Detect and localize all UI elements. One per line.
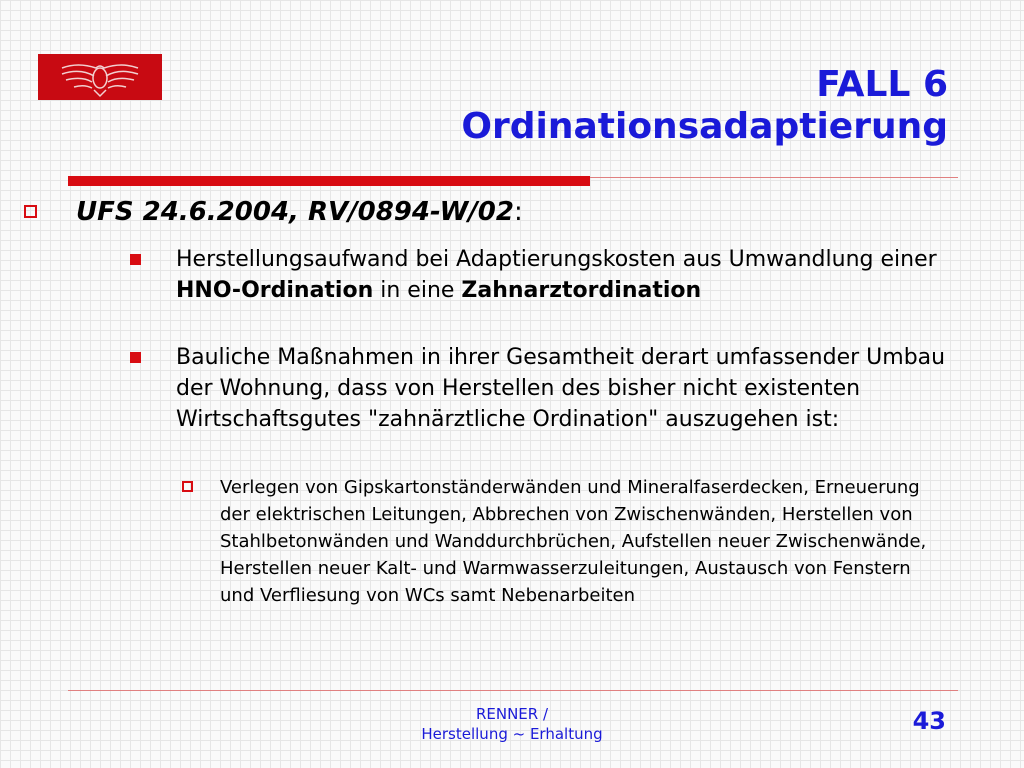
filled-square-bullet-icon bbox=[130, 254, 141, 265]
bullet1-part1: Herstellungsaufwand bei Adaptierungskosten aus Umwandlung einer bbox=[176, 247, 937, 272]
footer-rule bbox=[68, 690, 958, 691]
bullet-level3-item-1 bbox=[220, 474, 940, 609]
slide-title bbox=[461, 64, 948, 148]
hollow-square-bullet-icon bbox=[182, 481, 193, 492]
footer-line-1: RENNER / bbox=[475, 705, 549, 723]
page-number: 43 bbox=[912, 707, 946, 735]
bullet-level1-heading bbox=[76, 196, 936, 228]
title-line-2: Ordinationsadaptierung bbox=[461, 106, 948, 147]
title-line-1: FALL 6 bbox=[816, 64, 948, 105]
bullet-level2-item-1 bbox=[176, 244, 946, 306]
title-red-rule bbox=[68, 176, 590, 186]
sub-bullet-text: Verlegen von Gipskartonständerwänden und Mineralfaserdecken, Erneuerung der elektrischen Leitungen, Abbrechen von Zwischenwänden, Herstellen von Stahlbetonwänden und Wanddurchbrüchen, Aufstellen neuer Zwischenwände, Herstellen neuer Kalt- und Warmwasserzuleitungen, Austausch von Fenstern und Verfliesung von WCs samt Nebenarbeiten bbox=[220, 477, 927, 606]
filled-square-bullet-icon bbox=[130, 352, 141, 363]
heading-colon: : bbox=[513, 197, 523, 227]
footer-caption bbox=[362, 704, 662, 744]
title-thin-rule bbox=[590, 177, 958, 178]
heading-text: UFS 24.6.2004, RV/0894-W/02 bbox=[76, 197, 514, 227]
bullet1-bold-zahnarzt: Zahnarztordination bbox=[461, 278, 702, 303]
bullet1-bold-hno: HNO-Ordination bbox=[176, 278, 374, 303]
bullet-level2-item-2 bbox=[176, 342, 946, 435]
footer-line-2: Herstellung ~ Erhaltung bbox=[421, 725, 603, 743]
bullet2-text: Bauliche Maßnahmen in ihrer Gesamtheit derart umfassender Umbau der Wohnung, dass von Herstellen des bisher nicht existenten Wirtschaftsgutes "zahnärztliche Ordination" auszugehen ist: bbox=[176, 345, 946, 432]
bullet1-part2: in eine bbox=[373, 278, 462, 303]
coat-of-arms-icon bbox=[38, 54, 162, 100]
hollow-square-bullet-icon bbox=[24, 205, 37, 218]
